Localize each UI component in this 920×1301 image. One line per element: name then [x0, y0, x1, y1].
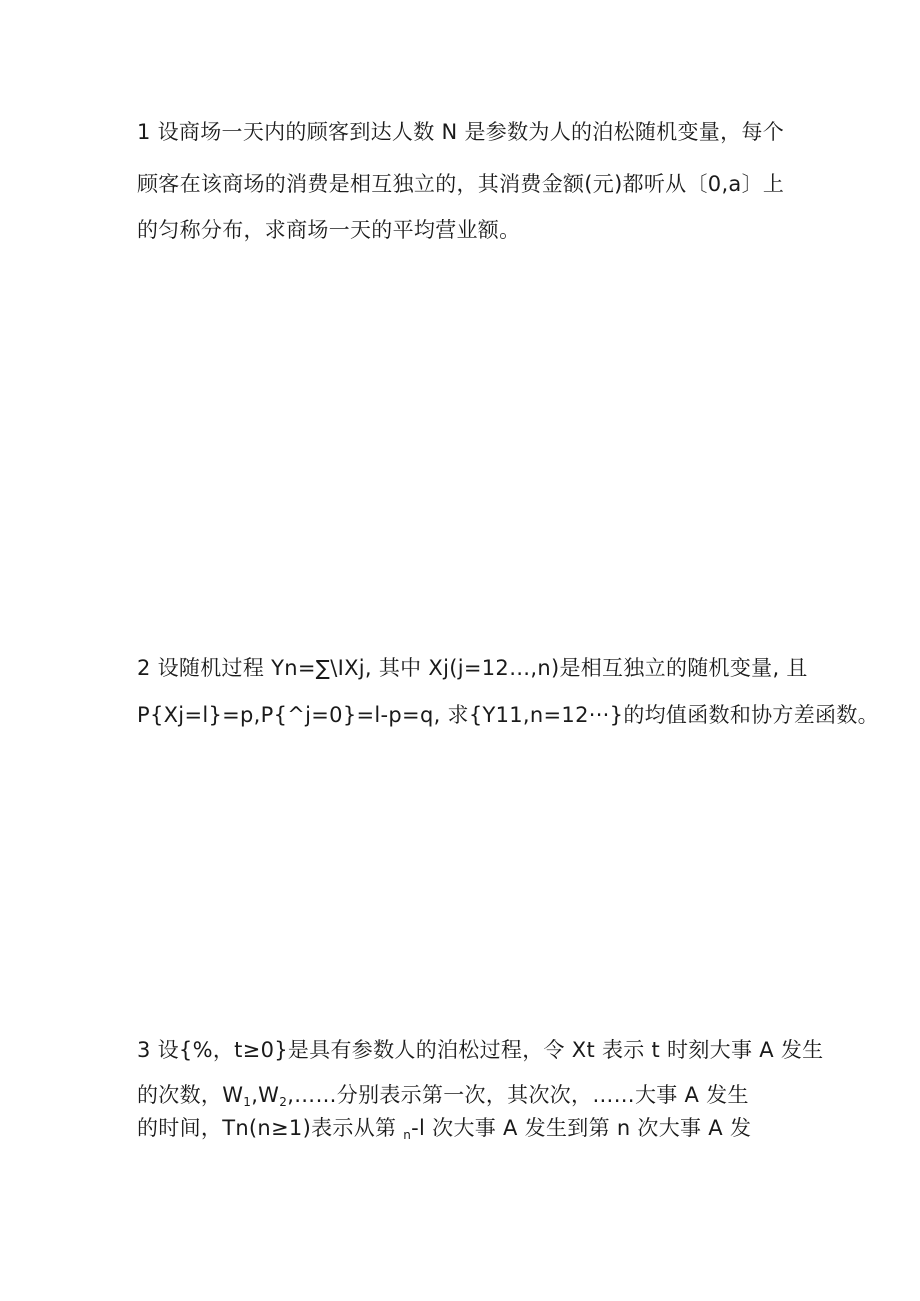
subscript-2: 2	[279, 1095, 288, 1109]
problem-1-line-2: 顾客在该商场的消费是相互独立的，其消费金额(元)都听从〔0,a〕上	[137, 172, 785, 196]
problem-3-line-3-suffix: -l 次大事 A 发生到第 n 次大事 A 发	[411, 1116, 752, 1140]
subscript-1: 1	[243, 1095, 252, 1109]
problem-3-line-2-mid: ,W	[251, 1083, 280, 1107]
problem-3-line-2	[137, 1081, 749, 1109]
problem-1-line-3: 的匀称分布，求商场一天的平均营业额。	[137, 218, 521, 242]
problem-3-line-2-prefix: 的次数，W	[137, 1083, 244, 1107]
problem-3-line-1: 3 设{%，t≥0}是具有参数人的泊松过程，令 Xt 表示 t 时刻大事 A 发生	[137, 1038, 824, 1062]
problem-1-line-1: 1 设商场一天内的顾客到达人数 N 是参数为人的泊松随机变量，每个	[137, 120, 784, 144]
problem-3-line-2-suffix: ,……分别表示第一次，其次次，……大事 A 发生	[287, 1083, 749, 1107]
problem-3-line-3	[137, 1114, 751, 1142]
problem-2-line-2: P{Xj=l}=p,P{^j=0}=l-p=q, 求{Y11,n=12···}的均值函数和协方差函数。	[137, 703, 879, 727]
problem-3-line-3-prefix: 的时间，Tn(n≥1)表示从第	[137, 1116, 404, 1140]
subscript-n: n	[403, 1128, 412, 1142]
problem-2-line-1: 2 设随机过程 Yn=∑\IXj, 其中 Xj(j=12…,n)是相互独立的随机变量, 且	[137, 656, 808, 680]
